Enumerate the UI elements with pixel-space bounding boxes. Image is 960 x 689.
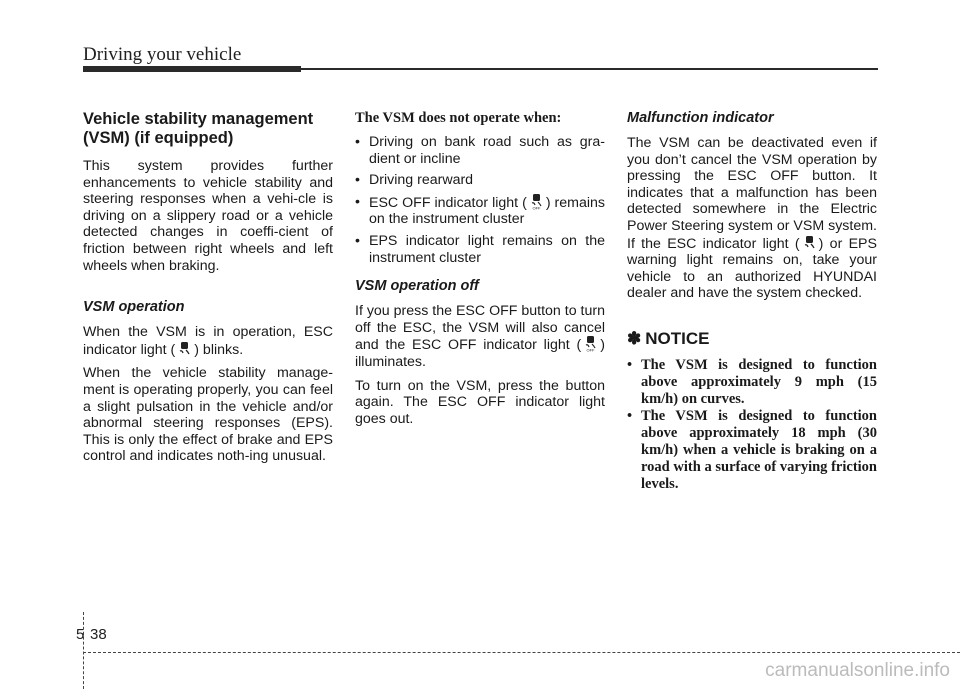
page-header-title: Driving your vehicle (83, 44, 242, 65)
notice-star-icon: ✽ (627, 328, 642, 348)
malfunction-paragraph: The VSM can be deactivated even if you don’t cancel the VSM operation by pressing the ESC OFF button. It indicates that a malfunction has been detected somewhere in the Electric Power Steering system or VSM system. If the ESC indicator light ( ) or EPS warning light remains on, take your vehicle to an authorized HYUNDAI dealer and have the system checked. (627, 135, 877, 302)
esc-indicator-icon (178, 341, 191, 357)
header-rule-thick (83, 66, 301, 72)
list-item: • The VSM is designed to function above approximately 18 mph (30 km/h) when a vehicle is braking on a road with a surface of varying friction levels. (627, 407, 877, 492)
vsm-operation-paragraph-2: When the vehicle stability manage-ment is operating properly, you can feel a slight pulsation in the vehicle and/or abnormal steering responses (EPS). This is only the effect of brake and EPS control and indicates noth-ing unusual. (83, 365, 333, 465)
chapter-number: 5 (76, 626, 85, 643)
watermark: carmanualsonline.info (765, 660, 950, 681)
esc-indicator-icon (803, 235, 816, 251)
footer-vertical-guide (83, 612, 84, 689)
list-item: • Driving on bank road such as gra-dient or incline (355, 134, 605, 167)
column-3 (627, 110, 877, 505)
section-heading-vsm: Vehicle stability management (VSM) (if equipped) (83, 110, 314, 147)
list-item: • ESC OFF indicator light ( OFF ) remains on the instrument cluster (355, 193, 605, 228)
header-rule (83, 66, 878, 72)
not-operate-list (355, 134, 605, 266)
list-item: • EPS indicator light remains on the instrument cluster (355, 232, 605, 266)
subheading-vsm-operation-off: VSM operation off (355, 278, 479, 295)
esc-off-indicator-icon (584, 336, 597, 352)
page-number-value: 38 (90, 626, 107, 643)
column-1 (83, 110, 333, 472)
vsm-off-paragraph-2: To turn on the VSM, press the button again. The ESC OFF indicator light goes out. (355, 377, 605, 427)
column-2 (355, 110, 605, 434)
svg-text:OFF: OFF (532, 205, 541, 210)
vsm-intro-paragraph: This system provides further enhancements to vehicle stability and steering responses when a vehi-cle is driving on a slippery road or a vehicle detected changes in coeffi-cient of friction between right wheels and left wheels when braking. (83, 158, 333, 274)
list-item: • Driving rearward (355, 172, 474, 189)
svg-text:OFF: OFF (586, 347, 595, 353)
subheading-malfunction-indicator: Malfunction indicator (627, 110, 774, 126)
notice-heading: ✽ NOTICE (627, 328, 710, 348)
vsm-off-paragraph-1: If you press the ESC OFF button to turn off the ESC, the VSM will also cancel and the ESC OFF indicator light ( OFF ) illuminates. (355, 303, 605, 370)
heading-vsm-not-operate: The VSM does not operate when: (355, 110, 562, 126)
header-rule-thin (301, 68, 878, 70)
list-item: • The VSM is designed to function above approximately 9 mph (15 km/h) on curves. (627, 356, 877, 407)
esc-off-indicator-icon (530, 194, 543, 210)
subheading-vsm-operation: VSM operation (83, 299, 185, 316)
footer-horizontal-guide (83, 652, 960, 653)
vsm-operation-paragraph-1: When the VSM is in operation, ESC indicator light ( ) blinks. (83, 324, 333, 358)
notice-list (627, 357, 877, 493)
